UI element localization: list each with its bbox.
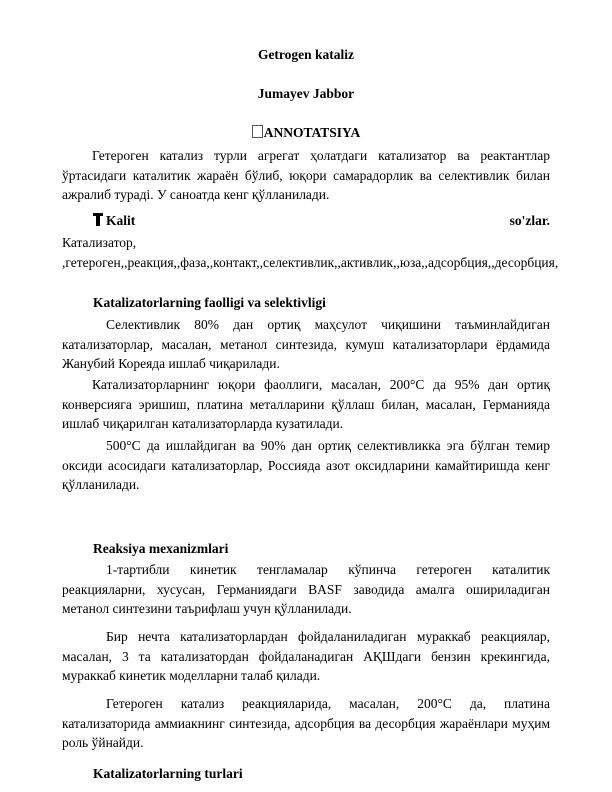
- document-title: Getrogen kataliz: [257, 47, 355, 62]
- keywords-label-row: [93, 213, 550, 229]
- keywords-label-right: so'zlar.: [509, 213, 550, 228]
- section-heading: Katalizatorlarning turlari: [93, 766, 243, 781]
- section-paragraph: Селективлик 80% дан ортиқ маҳсулот чиқишини таъминлайдиган катализаторлар, масалан, метанол синтезида, кумуш катализаторлари ёрдамида Жанубий Кореяда ишлаб чиқарилади.: [62, 317, 550, 371]
- section-heading: Reaksiya mexanizmlari: [93, 541, 229, 556]
- annotation-heading: ANNOTATSIYA: [263, 125, 361, 140]
- annotation-heading-row: [0, 125, 612, 141]
- missing-glyph-icon: [252, 125, 263, 138]
- section-paragraph: 1-тартибли кинетик тенгламалар кўпинча гетероген каталитик реакцияларни, хусусан, Германиядаги BASF заводида амалга ошириладиган метанол синтезини таърифлаш учун қўлланилади.: [62, 562, 550, 616]
- section-heading: Katalizatorlarning faolligi va selektivligi: [93, 295, 326, 310]
- annotation-text: Гетероген катализ турли агрегат ҳолатдаги катализатор ва реактантлар ўртасидаги каталитик жараён бўлиб, юқори самарадорлик ва селективлик билан ажралиб тураді. У саноатда кенг қўлланилади.: [62, 148, 550, 202]
- keywords-text: Катализатор, ,гетероген,,реакция,,фаза,,контакт,,селективлик,,активлик,,юза,,адсорбция,,десорбция,: [62, 235, 559, 270]
- keywords-label-left: Kalit: [106, 213, 136, 228]
- section-paragraph: Гетероген катализ реакцияларида, масалан, 200°C да, платина катализаторида аммиакнинг синтезида, адсорбция ва десорбция жараёнлари муҳим роль ўйнайди.: [62, 696, 550, 750]
- bookmark-icon: [93, 213, 103, 226]
- keywords-label-left-wrap: [93, 213, 135, 229]
- section-paragraph: 500°C да ишлайдиган ва 90% дан ортиқ селективликка эга бўлган темир оксиди асосидаги катализаторлар, Россияда азот оксидларини камайтиришда кенг қўлланилади.: [62, 438, 550, 492]
- section-paragraph: Катализаторларнинг юқори фаоллиги, масалан, 200°C да 95% дан ортиқ конверсияга эришиш, платина металларини қўллаш билан, масалан, Германияда ишлаб чиқарилган катализаторларда кузатилади.: [62, 377, 550, 431]
- document-author: Jumayev Jabbor: [257, 86, 355, 101]
- section-paragraph: Бир нечта катализаторлардан фойдаланиладиган мураккаб реакциялар, масалан, 3 та катализатордан фойдаланадиган АҚШдаги бензин крекингида, мураккаб кинетик моделларни талаб қилади.: [62, 629, 550, 683]
